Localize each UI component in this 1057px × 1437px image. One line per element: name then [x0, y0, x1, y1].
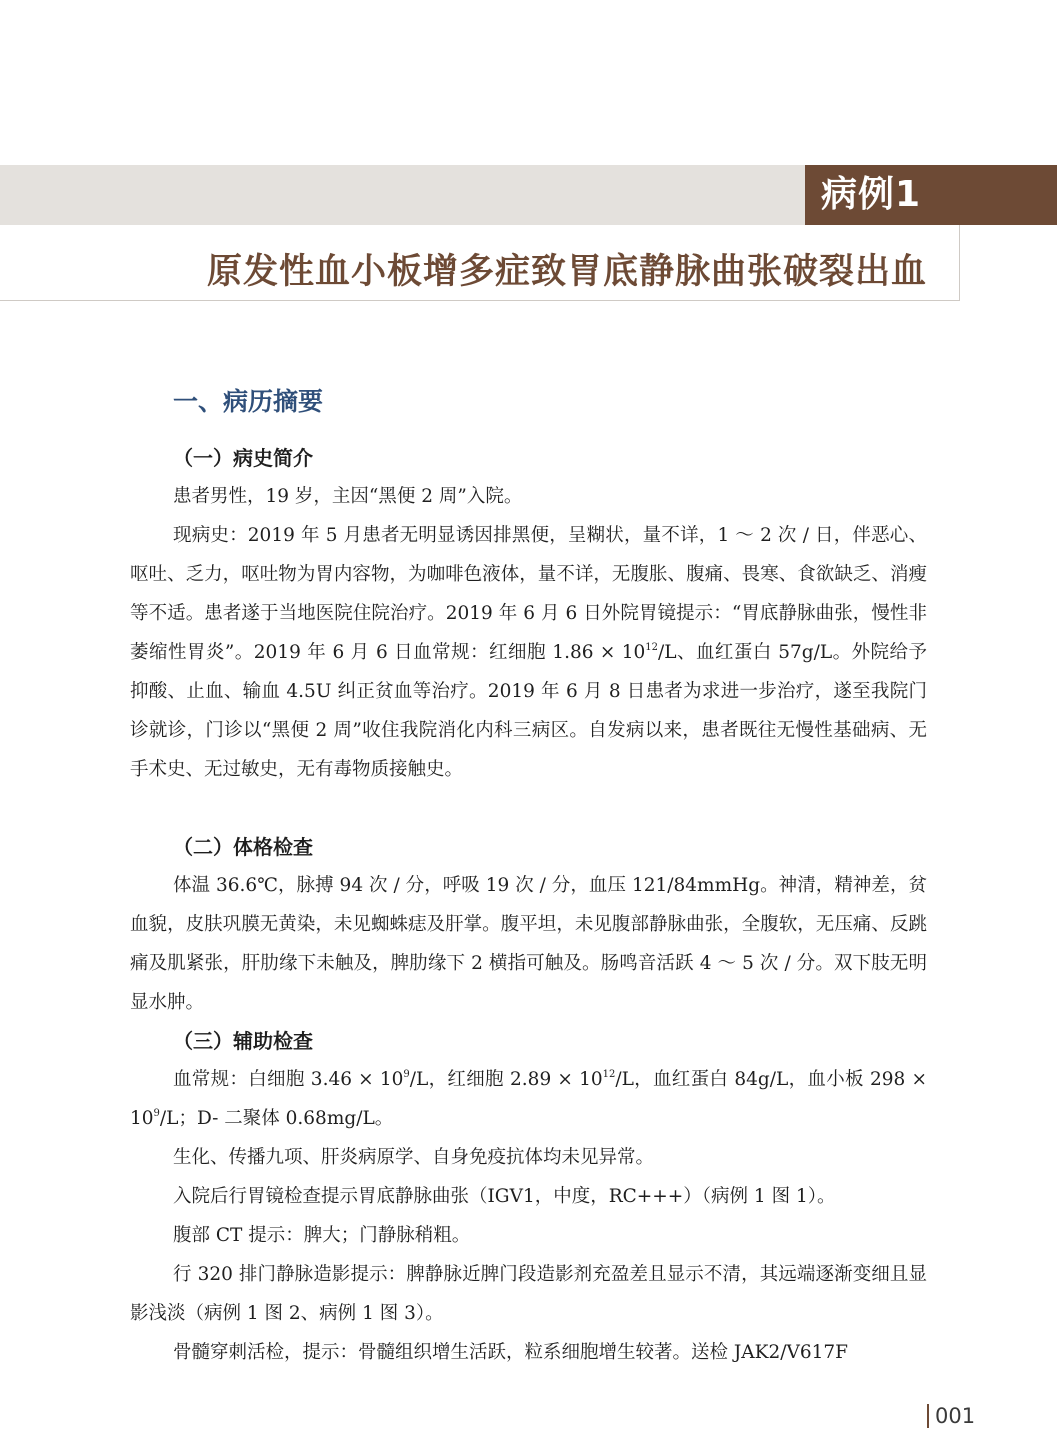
aux-paragraph-2: 生化、传播九项、肝炎病原学、自身免疫抗体均未见异常。 — [173, 1147, 655, 1168]
history-heading: （一）病史简介 — [173, 446, 313, 470]
physical-paragraph: 体温 36.6℃，脉搏 94 次 / 分，呼吸 19 次 / 分，血压 121/84mmHg。神清，精神差，贫血貌，皮肤巩膜无黄染，未见蜘蛛痣及肝掌。腹平坦，未见腹部静脉曲张，全腹软，无压痛、反跳痛及肌紧张，肝肋缘下未触及，脾肋缘下 2 横指可触及。肠鸣音活跃 4 ～ 5 次 / 分。双下肢无明显水肿。 — [130, 875, 927, 1013]
aux-paragraph-3: 入院后行胃镜检查提示胃底静脉曲张（IGV1，中度，RC+++）（病例 1 图 1）。 — [173, 1186, 836, 1207]
case-label: 病例1 — [805, 165, 1057, 225]
aux-heading: （三）辅助检查 — [173, 1029, 313, 1053]
header-band — [0, 165, 805, 225]
physical-heading: （二）体格检查 — [173, 835, 313, 859]
footer-divider — [927, 1404, 929, 1428]
aux-paragraph-4: 腹部 CT 提示：脾大；门静脉稍粗。 — [173, 1225, 471, 1246]
aux-paragraph-5: 行 320 排门静脉造影提示：脾静脉近脾门段造影剂充盈差且显示不清，其远端逐渐变细且显影浅淡（病例 1 图 2、病例 1 图 3）。 — [130, 1264, 927, 1324]
aux-paragraph-1: 血常规：白细胞 $3.46 \times 10^9/L$，红细胞 $2.89 \times 10^{12}/L$，血红蛋白 84g/L，血小板 $298 \times 10^9/L$；D- 二聚体 0.68mg/L。 — [130, 1069, 927, 1129]
history-paragraph-2: 现病史：2019 年 5 月患者无明显诱因排黑便，呈糊状，量不详，1 ～ 2 次 / 日，伴恶心、呕吐、乏力，呕吐物为胃内容物，为咖啡色液体，量不详，无腹胀、腹痛、畏寒、食欲缺乏、消瘦等不适。患者遂于当地医院住院治疗。2019 年 6 月 6 日外院胃镜提示：“胃底静脉曲张，慢性非萎缩性胃炎”。2019 年 6 月 6 日血常规：红细胞 $1.86 \times 10^{12}/L$、血红蛋白 57g/L。外院给予抑酸、止血、输血 4.5U 纠正贫血等治疗。2019 年 6 月 8 日患者为求进一步治疗，遂至我院门诊就诊，门诊以“黑便 2 周”收住我院消化内科三病区。自发病以来，患者既往无慢性基础病、无手术史、无过敏史，无有毒物质接触史。 — [130, 525, 927, 780]
page-title: 原发性血小板增多症致胃底静脉曲张破裂出血 — [206, 251, 927, 292]
aux-paragraph-6: 骨髓穿刺活检，提示：骨髓组织增生活跃，粒系细胞增生较著。送检 JAK2/V617F — [173, 1342, 848, 1363]
section-heading: 一、病历摘要 — [173, 387, 324, 416]
history-paragraph-1: 患者男性，19 岁，主因“黑便 2 周”入院。 — [173, 486, 523, 507]
page-number: 001 — [935, 1404, 976, 1428]
